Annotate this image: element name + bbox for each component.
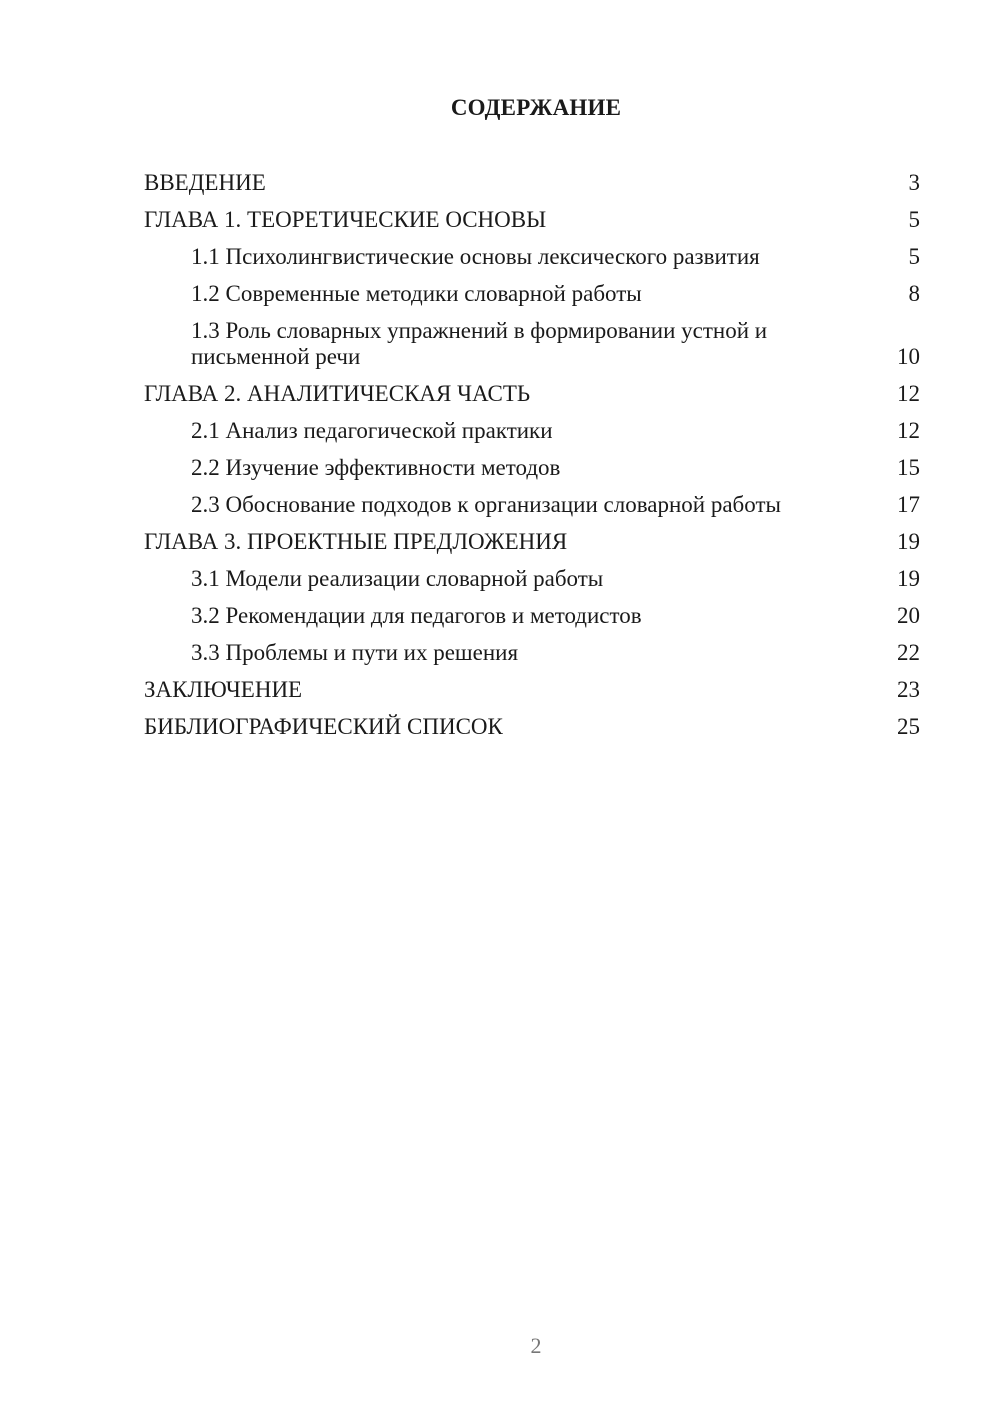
toc-entry-text: 1.1 Психолингвистические основы лексического развития (191, 244, 760, 269)
toc-section-entry[interactable] (144, 281, 920, 307)
table-of-contents (144, 170, 920, 751)
toc-entry-page-number: 23 (897, 677, 920, 702)
toc-section-entry[interactable] (144, 640, 920, 666)
toc-entry-page-number: 22 (897, 640, 920, 665)
toc-entry-text: 2.1 Анализ педагогической практики (191, 418, 553, 443)
toc-section-entry[interactable] (144, 566, 920, 592)
toc-chapter-entry[interactable] (144, 207, 920, 233)
toc-entry-text: 2.3 Обоснование подходов к организации словарной работы (191, 492, 781, 517)
page-number: 2 (530, 1333, 542, 1358)
toc-section-entry[interactable] (144, 492, 920, 518)
toc-entry-page-number: 12 (897, 418, 920, 443)
toc-entry-text: БИБЛИОГРАФИЧЕСКИЙ СПИСОК (144, 714, 503, 739)
toc-chapter-entry[interactable] (144, 529, 920, 555)
toc-entry-text: 1.2 Современные методики словарной работы (191, 281, 642, 306)
toc-section-entry[interactable] (144, 603, 920, 629)
toc-chapter-entry[interactable] (144, 170, 920, 196)
toc-entry-text: 1.3 Роль словарных упражнений в формировании устной и письменной речи (191, 318, 768, 369)
toc-section-entry[interactable] (144, 455, 920, 481)
toc-section-entry[interactable] (144, 318, 920, 370)
toc-entry-page-number: 19 (897, 566, 920, 591)
toc-entry-page-number: 8 (908, 281, 920, 306)
toc-chapter-entry[interactable] (144, 381, 920, 407)
toc-entry-text: 3.1 Модели реализации словарной работы (191, 566, 604, 591)
toc-entry-page-number: 5 (908, 207, 920, 232)
toc-entry-text: ГЛАВА 3. ПРОЕКТНЫЕ ПРЕДЛОЖЕНИЯ (144, 529, 568, 554)
toc-chapter-entry[interactable] (144, 714, 920, 740)
toc-entry-page-number: 25 (897, 714, 920, 739)
toc-entry-text: ЗАКЛЮЧЕНИЕ (144, 677, 303, 702)
toc-entry-page-number: 3 (908, 170, 920, 195)
toc-section-entry[interactable] (144, 244, 920, 270)
toc-entry-text: 2.2 Изучение эффективности методов (191, 455, 561, 480)
toc-entry-page-number: 19 (897, 529, 920, 554)
toc-title: СОДЕРЖАНИЕ (450, 95, 622, 120)
toc-entry-text: 3.3 Проблемы и пути их решения (191, 640, 519, 665)
toc-entry-text: ВВЕДЕНИЕ (144, 170, 266, 195)
toc-entry-page-number: 17 (897, 492, 920, 517)
toc-entry-page-number: 15 (897, 455, 920, 480)
toc-entry-page-number: 5 (908, 244, 920, 269)
toc-chapter-entry[interactable] (144, 677, 920, 703)
toc-section-entry[interactable] (144, 418, 920, 444)
toc-entry-page-number: 10 (897, 344, 920, 369)
toc-entry-text: ГЛАВА 1. ТЕОРЕТИЧЕСКИЕ ОСНОВЫ (144, 207, 547, 232)
toc-entry-text: 3.2 Рекомендации для педагогов и методистов (191, 603, 642, 628)
toc-entry-text: ГЛАВА 2. АНАЛИТИЧЕСКАЯ ЧАСТЬ (144, 381, 531, 406)
toc-entry-page-number: 12 (897, 381, 920, 406)
toc-entry-page-number: 20 (897, 603, 920, 628)
